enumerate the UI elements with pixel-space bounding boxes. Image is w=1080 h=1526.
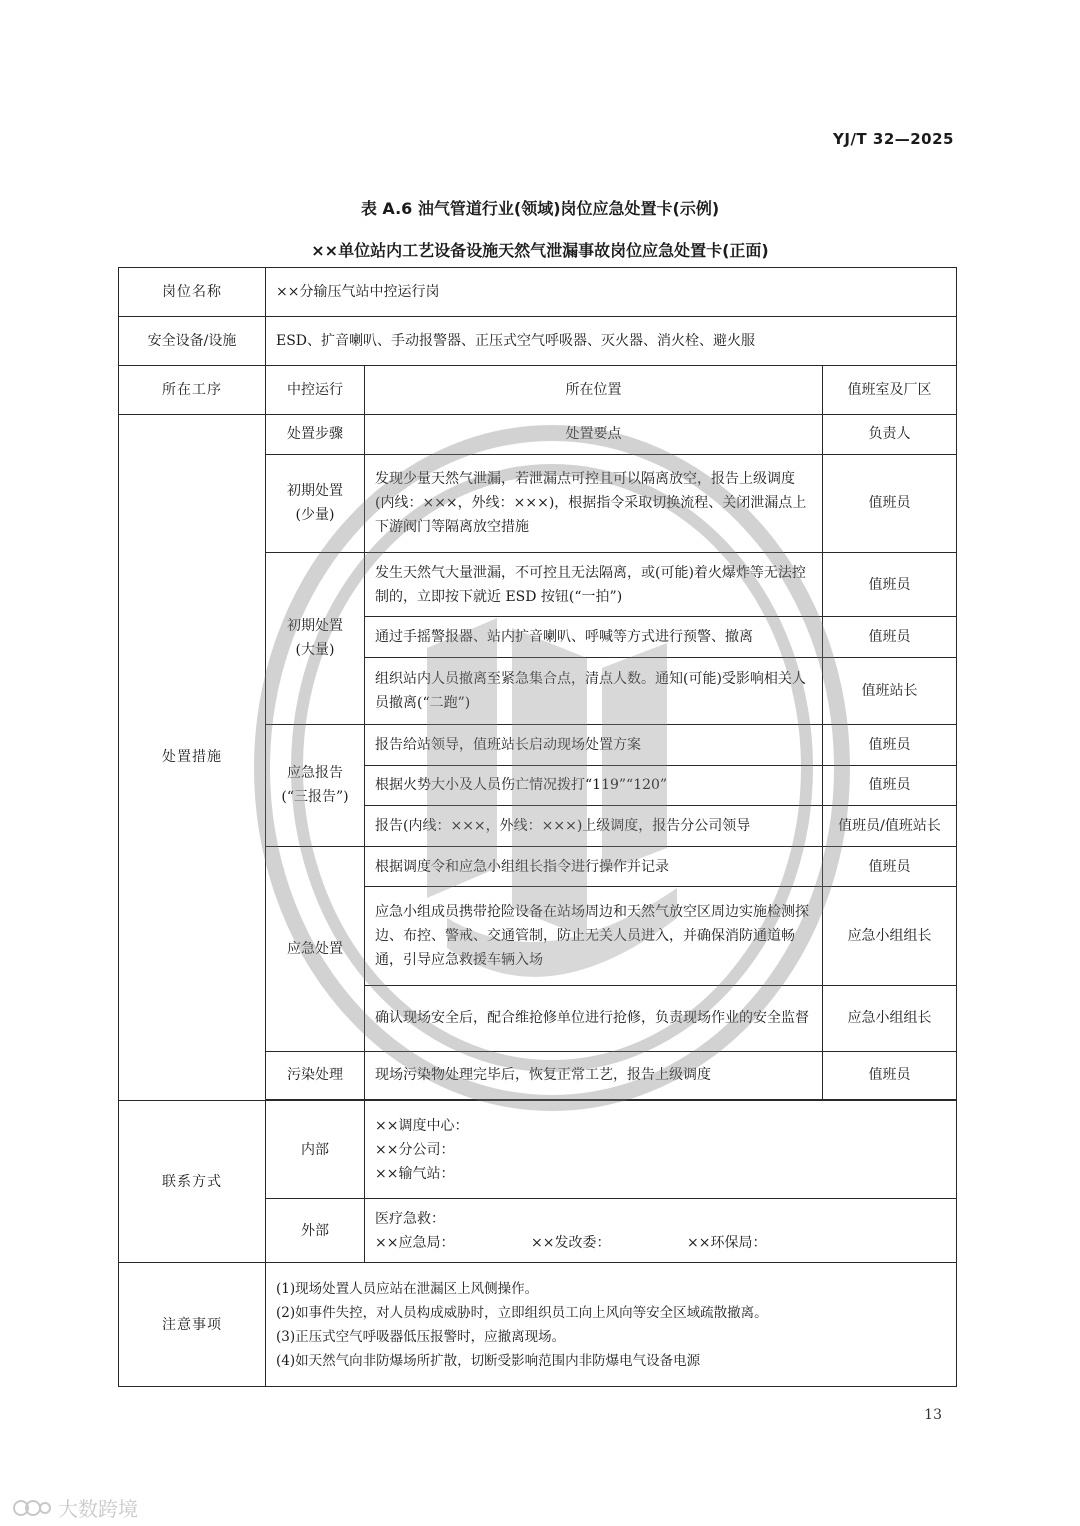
point-cell: 发生天然气大量泄漏，不可控且无法隔离，或(可能)着火爆炸等无法控制的，立即按下就近 ESD 按钮(“一拍”) xyxy=(365,553,823,617)
person-cell: 应急小组组长 xyxy=(823,985,957,1051)
standard-code: YJ/T 32—2025 xyxy=(833,130,954,148)
brand-watermark xyxy=(12,1493,138,1522)
point-cell: 确认现场安全后，配合维抢修单位进行抢修，负责现场作业的安全监督 xyxy=(365,985,823,1051)
internal-label: 内部 xyxy=(266,1100,365,1198)
process-value: 中控运行 xyxy=(266,366,365,414)
brand-logo-icon xyxy=(12,1495,52,1521)
stage-initial-small: 初期处置 (少量) xyxy=(266,454,365,552)
person-cell: 值班员 xyxy=(823,617,957,658)
post-name-value: ××分输压气站中控运行岗 xyxy=(266,268,957,317)
table-row xyxy=(119,317,957,366)
equipment-label: 安全设备/设施 xyxy=(119,317,266,366)
stage-emergency: 应急处置 xyxy=(266,847,365,1052)
process-label: 所在工序 xyxy=(119,366,266,414)
contacts-label: 联系方式 xyxy=(119,1100,266,1263)
post-name-label: 岗位名称 xyxy=(119,268,266,317)
person-cell: 值班员/值班站长 xyxy=(823,805,957,846)
notes-list xyxy=(266,1263,957,1387)
table-row xyxy=(119,1263,957,1387)
person-cell: 值班员 xyxy=(823,454,957,552)
notes-label: 注意事项 xyxy=(119,1263,266,1387)
location-label: 所在位置 xyxy=(365,366,823,414)
contact-line: ××输气站： xyxy=(375,1165,455,1182)
equipment-value: ESD、扩音喇叭、手动报警器、正压式空气呼吸器、灭火器、消火栓、避火服 xyxy=(266,317,957,366)
point-cell: 发现少量天然气泄漏，若泄漏点可控且可以隔离放空，报告上级调度(内线：×××，外线：×××)，根据指令采取切换流程、关闭泄漏点上下游阀门等隔离放空措施 xyxy=(365,454,823,552)
person-cell: 值班员 xyxy=(823,847,957,887)
internal-contacts xyxy=(365,1100,957,1198)
person-cell: 值班员 xyxy=(823,765,957,805)
brand-name: 大数跨境 xyxy=(58,1497,138,1521)
point-cell: 报告(内线：×××，外线：×××)上级调度，报告分公司领导 xyxy=(365,805,823,846)
note-item: (3)正压式空气呼吸器低压报警时，应撤离现场。 xyxy=(276,1328,566,1345)
contact-item: ××环保局： xyxy=(687,1234,767,1251)
contact-line: 医疗急救： xyxy=(375,1210,445,1227)
table-row xyxy=(119,366,957,414)
note-item: (2)如事件失控，对人员构成威胁时，立即组织员工向上风向等安全区域疏散撤离。 xyxy=(276,1304,768,1321)
note-item: (4)如天然气向非防爆场所扩散，切断受影响范围内非防爆电气设备电源 xyxy=(276,1352,701,1369)
card-title: ××单位站内工艺设备设施天然气泄漏事故岗位应急处置卡(正面) xyxy=(311,241,769,260)
point-cell: 组织站内人员撤离至紧急集合点，清点人数。通知(可能)受影响相关人员撤离(“二跑”) xyxy=(365,658,823,724)
page-number: 13 xyxy=(924,1407,942,1423)
step-header: 处置步骤 xyxy=(266,414,365,454)
contact-line: ××分公司： xyxy=(375,1141,455,1158)
point-cell: 根据调度令和应急小组组长指令进行操作并记录 xyxy=(365,847,823,887)
contact-line xyxy=(375,1231,946,1255)
person-cell: 应急小组组长 xyxy=(823,887,957,985)
point-cell: 报告给站领导，值班站长启动现场处置方案 xyxy=(365,724,823,765)
stage-report: 应急报告 (“三报告”) xyxy=(266,724,365,846)
contact-line: ××调度中心： xyxy=(375,1117,469,1134)
location-value: 值班室及厂区 xyxy=(823,366,957,414)
person-cell: 值班员 xyxy=(823,553,957,617)
person-cell: 值班站长 xyxy=(823,658,957,724)
contact-item: ××发改委： xyxy=(531,1234,611,1251)
contact-item: ××应急局： xyxy=(375,1234,455,1251)
stage-initial-large: 初期处置 (大量) xyxy=(266,553,365,725)
person-cell: 值班员 xyxy=(823,724,957,765)
person-header: 负责人 xyxy=(823,414,957,454)
points-header: 处置要点 xyxy=(365,414,823,454)
person-cell: 值班员 xyxy=(823,1051,957,1099)
point-cell: 根据火势大小及人员伤亡情况拨打“119”“120” xyxy=(365,765,823,805)
point-cell: 通过手摇警报器、站内扩音喇叭、呼喊等方式进行预警、撤离 xyxy=(365,617,823,658)
table-title: 表 A.6 油气管道行业(领域)岗位应急处置卡(示例) xyxy=(360,199,720,218)
table-row xyxy=(119,414,957,454)
point-cell: 应急小组成员携带抢险设备在站场周边和天然气放空区周边实施检测探边、布控、警戒、交通管制，防止无关人员进入，并确保消防通道畅通，引导应急救援车辆入场 xyxy=(365,887,823,985)
stage-pollution: 污染处理 xyxy=(266,1051,365,1099)
measures-label: 处置措施 xyxy=(119,414,266,1100)
external-label: 外部 xyxy=(266,1199,365,1263)
point-cell: 现场污染物处理完毕后，恢复正常工艺，报告上级调度 xyxy=(365,1051,823,1099)
emergency-card-table xyxy=(118,267,957,1387)
table-row xyxy=(119,268,957,317)
note-item: (1)现场处置人员应站在泄漏区上风侧操作。 xyxy=(276,1280,539,1297)
table-row xyxy=(119,1100,957,1198)
external-contacts xyxy=(365,1199,957,1263)
